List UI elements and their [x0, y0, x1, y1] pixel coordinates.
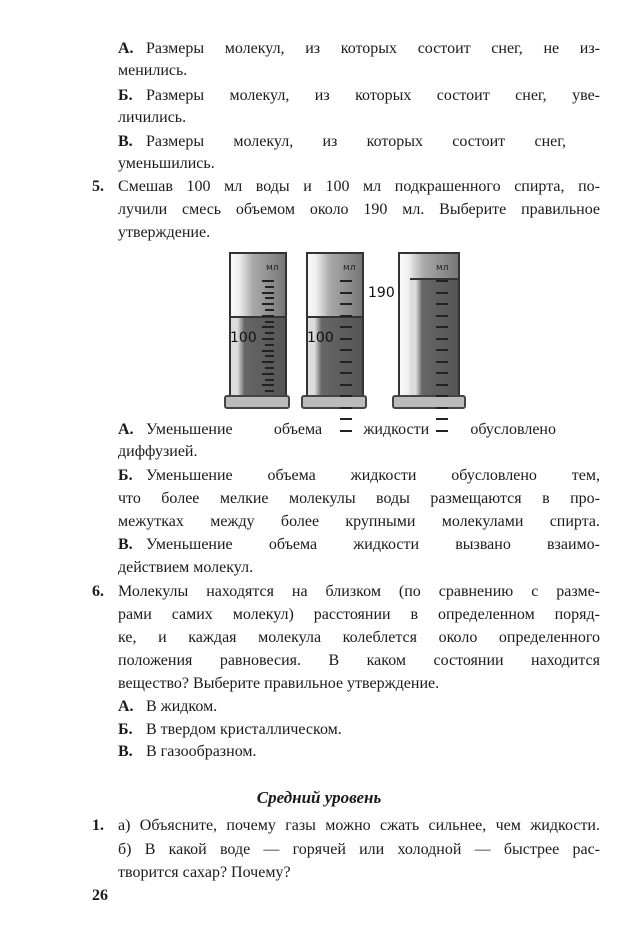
cylinder-water [229, 252, 287, 397]
graduation-tick [262, 384, 274, 386]
option-text: В газообразном. [146, 743, 257, 760]
graduation-tick [265, 297, 274, 299]
option-letter: Б. [118, 721, 133, 738]
graduation-tick [436, 384, 448, 386]
graduation-tick [436, 303, 448, 305]
volume-label: 100 [230, 330, 257, 346]
graduation-tick [436, 338, 448, 340]
option-letter: В. [118, 743, 133, 760]
graduation-tick [436, 395, 448, 397]
graduation-tick [340, 326, 352, 328]
section-heading: Средний уровень [256, 788, 382, 807]
option-letter: В. [118, 133, 133, 150]
question-text: утверждение. [118, 224, 211, 241]
option-text: Размеры молекул, из которых состоит снег, уве- [146, 87, 600, 104]
question-text: рами самих молекул) расстоянии в определенном поряд- [118, 606, 600, 623]
option-text: диффузией. [118, 443, 198, 460]
graduation-tick [340, 384, 352, 386]
graduation-tick [262, 373, 274, 375]
question-text: а) Объясните, почему газы можно сжать сильнее, чем жидкости. [118, 817, 600, 834]
graduation-tick [262, 350, 274, 352]
volume-label: 190 [368, 285, 395, 301]
graduation-tick [262, 338, 274, 340]
option-text: Уменьшение объема жидкости обусловлено [146, 421, 556, 438]
graduation-tick [265, 344, 274, 346]
option-text: что более мелкие молекулы воды размещаются в про- [118, 490, 600, 507]
graduation-tick [340, 395, 352, 397]
graduation-tick [340, 338, 352, 340]
graduation-tick [265, 332, 274, 334]
option-letter: А. [118, 698, 134, 715]
option-text: Уменьшение объема жидкости вызвано взаимо- [146, 536, 600, 553]
question-number: 1. [92, 817, 104, 834]
graduation-tick [436, 326, 448, 328]
option-letter: А. [118, 40, 134, 57]
graduation-tick [436, 349, 448, 351]
unit-label: мл [343, 263, 356, 273]
option-text: личились. [118, 109, 187, 126]
question-text: Смешав 100 мл воды и 100 мл подкрашенного спирта, по- [118, 178, 600, 195]
page-number: 26 [92, 887, 108, 904]
graduation-tick [340, 292, 352, 294]
graduation-tick [265, 321, 274, 323]
graduation-tick [262, 315, 274, 317]
graduation-tick [265, 355, 274, 357]
graduation-tick [340, 407, 352, 409]
question-text: вещество? Выберите правильное утверждение. [118, 675, 440, 692]
question-number: 5. [92, 178, 104, 195]
cylinder-base [301, 395, 367, 409]
graduation-tick [436, 280, 448, 282]
graduation-tick [436, 361, 448, 363]
graduation-tick [265, 379, 274, 381]
option-text: Уменьшение объема жидкости обусловлено тем, [146, 467, 600, 484]
question-text: ке, и каждая молекула колеблется около определенного [118, 629, 600, 646]
graduation-tick [340, 361, 352, 363]
graduation-tick [340, 280, 352, 282]
graduation-tick [262, 361, 274, 363]
cylinder-base [392, 395, 466, 409]
question-text: б) В какой воде — горячей или холодной — быстрее рас- [118, 841, 600, 858]
graduation-tick [262, 326, 274, 328]
graduation-tick [265, 286, 274, 288]
option-text: действием молекул. [118, 559, 254, 576]
graduation-tick [262, 280, 274, 282]
graduation-tick [340, 349, 352, 351]
cylinder-base [224, 395, 290, 409]
question-text: Молекулы находятся на близком (по сравнению с разме- [118, 583, 600, 600]
graduation-tick [436, 315, 448, 317]
question-number: 6. [92, 583, 104, 600]
graduation-tick [340, 315, 352, 317]
graduation-tick [262, 303, 274, 305]
volume-label: 100 [307, 330, 334, 346]
option-text: менились. [118, 62, 188, 79]
unit-label: мл [436, 263, 449, 273]
graduation-tick [340, 372, 352, 374]
graduation-tick [436, 407, 448, 409]
graduation-tick [436, 372, 448, 374]
question-text: творится сахар? Почему? [118, 864, 291, 881]
option-text: В твердом кристаллическом. [146, 721, 342, 738]
option-letter: Б. [118, 467, 133, 484]
unit-label: мл [266, 263, 279, 273]
graduation-tick [265, 309, 274, 311]
option-text: уменьшились. [118, 155, 215, 172]
cylinder-alcohol [306, 252, 364, 397]
graduation-tick [265, 367, 274, 369]
option-text: Размеры молекул, из которых состоит снег, не из- [146, 40, 600, 57]
question-text: лучили смесь объемом около 190 мл. Выберите правильное [118, 201, 600, 218]
graduation-tick [262, 292, 274, 294]
question-text: положения равновесия. В каком состоянии находится [118, 652, 600, 669]
option-letter: В. [118, 536, 133, 553]
graduation-tick [436, 292, 448, 294]
option-letter: Б. [118, 87, 133, 104]
option-letter: А. [118, 421, 134, 438]
graduation-tick [340, 303, 352, 305]
option-text: В жидком. [146, 698, 218, 715]
option-text: межутках между более крупными молекулами спирта. [118, 513, 600, 530]
option-text: Размеры молекул, из которых состоит снег, [146, 133, 566, 150]
graduation-tick [265, 390, 274, 392]
cylinder-mixture [398, 252, 460, 397]
